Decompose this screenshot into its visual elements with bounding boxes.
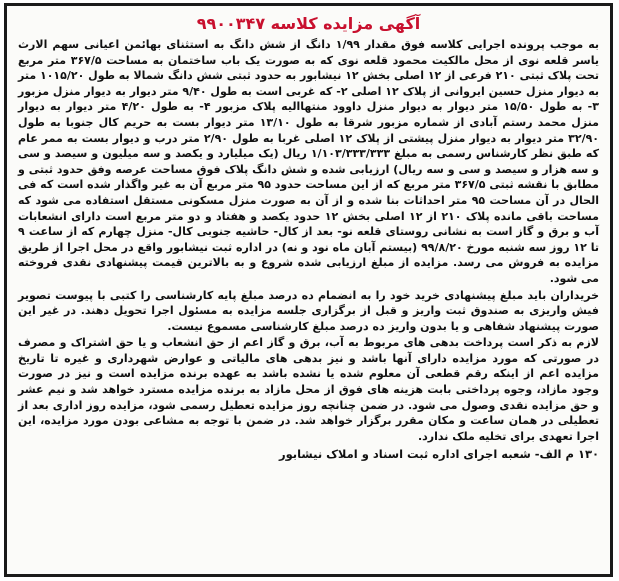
notice-paragraph-conditions: لازم به ذکر است پرداخت بدهی های مربوط به آب، برق و گاز اعم از حق انشعاب و یا حق اشتراک و مصرف در صورتی که مورد مزایده دارای آنها باشد و نیز بدهی های مالیاتی و عوارض شهرداری و غیره تا تاریخ مزایده اعم از اینکه رقم قطعی آن معلوم شده یا نشده باشد به عهده برنده مزایده است و نیز در صورت وجود مازاد، وجوه پرداختی بابت هزینه های فوق از محل مازاد به برنده مزایده مسترد خواهد شد و نیم عشر و حق مزایده نقدی وصول می شود. در ضمن چنانچه روز مزایده تعطیل رسمی شود، مزایده روز اداری بعد از تعطیلی در همان ساعت و مکان مقرر برگزار خواهد شد. در ضمن با توجه به مشاعی بودن مورد مزایده، این اجرا تعهدی برای تخلیه ملک ندارد. <box>18 336 599 443</box>
auction-notice <box>4 3 613 577</box>
notice-paragraph-property: به موجب پرونده اجرایی کلاسه فوق مقدار ۱/۹۹ دانگ از شش دانگ به استثنای بهائمن اعیانی سهم الارث یاسر قلعه نوی از محل مالکیت محمود قلعه نوی که به صورت یک باب ساختمان به مساحت ۳۶۷/۵ متر مربع تحت پلاک ثبتی ۲۱۰ فرعی از ۱۲ اصلی بخش ۱۲ نیشابور به حدود ثبتی شش دانگ شمالا به طول ۱۰۱۵/۲۰ متر به دیوار منزل حسین ایروانی از پلاک ۱۲ اصلی ۲- که غربی است به طول ۹/۴۰ متر دیوار به دیوار منزل مزبور ۳- به طول ۱۵/۵۰ متر دیوار به دیوار منزل داوود منتهاالیه پلاک مزبور ۴- به طول ۴/۲۰ متر دیوار به دیوار منزل محمد رستم آبادی از شماره مزبور شرقا به طول ۱۳/۱۰ متر دیوار بست به حریم کال جنوبا به طول ۳۲/۹۰ متر دیوار به دیوار منزل پیشتی از پلاک ۱۲ اصلی غربا به طول ۲/۹۰ متر درب و دیوار بست به ممر عام که طبق نظر کارشناس رسمی به مبلغ ۱/۱۰۳/۳۳۳/۳۳۳ ریال (یک میلیارد و یکصد و سه میلیون و سیصد و سی و سه هزار و سیصد و سی و سه ریال) ارزیابی شده و شش دانگ پلاک فوق مساحت عرصه وفق حدود ثبتی و مطابق با نقشه ثبتی ۳۶۷/۵ متر مربع که از این مساحت حدود ۹۵ متر مربع آن به غیر واگذار شده است که فی الحال در آن مساحت ۹۵ متر احداثات بنا شده و از آن به صورت منزل مسکونی مستقل استفاده می شود که مساحت باقی مانده پلاک ۲۱۰ از ۱۲ اصلی بخش ۱۲ حدود یکصد و هفتاد و دو متر مربع است دارای انشعابات آب و برق و گاز است به نشانی روستای قلعه نو- بعد از کال- حاشیه جنوبی کال- منزل چهارم که از ساعت ۹ تا ۱۲ روز سه شنبه مورخ ۹۹/۸/۲۰ (بیستم آبان ماه نود و نه) در اداره ثبت نیشابور واقع در محل اجرا از طریق مزایده به فروش می رسد. مزایده از مبلغ ارزیابی شده شروع و به بالاترین قیمت پیشنهادی نقدی فروخته می شود. <box>18 38 600 285</box>
notice-body <box>18 37 599 444</box>
notice-title: آگهی مزایده کلاسه ۹۹۰۰۳۴۷ <box>196 14 421 33</box>
notice-paragraph-bidding: خریداران باید مبلغ پیشنهادی خرید خود را به انضمام ده درصد مبلغ پایه کارشناسی را کتبی با پیوست تصویر فیش واریزی به صندوق ثبت واریز و قبل از برگزاری جلسه مزایده به مسئول اجرا تحویل دهند. در غیر این صورت پیشنهاد شفاهی و یا بدون واریز ده درصد مبلغ کارشناسی مسموع نیست. <box>18 288 599 333</box>
notice-signature: ۱۳۰ م الف- شعبه اجرای اداره ثبت اسناد و املاک نیشابور <box>278 447 599 462</box>
